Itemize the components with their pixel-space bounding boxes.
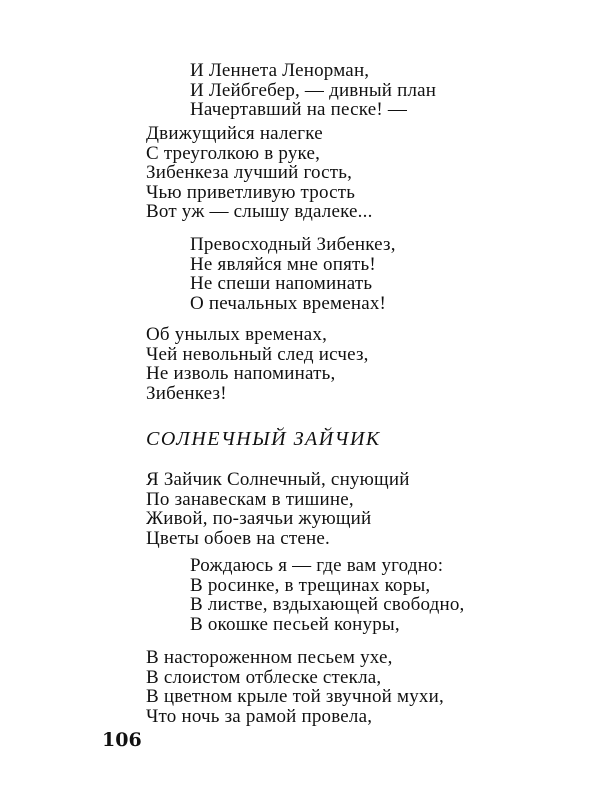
poem2-stanza-2 [190, 556, 465, 634]
poem-line: Живой, по-заячьи жующий [146, 508, 372, 530]
poem-line: Не изволь напоминать, [146, 363, 336, 385]
poem-line: В цветном крыле той звучной мухи, [146, 686, 444, 708]
poem-line: Вот уж — слышу вдалеке... [146, 201, 373, 223]
poem-title: СОЛНЕЧНЫЙ ЗАЙЧИК [146, 428, 381, 450]
page-number: 106 [102, 729, 142, 751]
poem-line: С треуголкою в руке, [146, 142, 321, 164]
poem2-stanza-1 [146, 470, 410, 548]
poem-line: Цветы обоев на стене. [146, 527, 330, 549]
poem1-stanza-4 [146, 325, 369, 403]
poem-line: В настороженном песьем ухе, [146, 647, 393, 668]
poem1-stanza-2 [146, 124, 373, 222]
poem1-stanza-3 [190, 235, 396, 313]
poem-line: Превосходный Зибенкез, [190, 234, 396, 255]
poem-line: Чью приветливую трость [146, 181, 356, 203]
poem-line: И Лейбгебер, — дивный план [190, 79, 437, 101]
poem-line: В листве, вздыхающей свободно, [190, 594, 465, 616]
poem-line: В росинке, в трещинах коры, [190, 574, 431, 596]
poem-line: О печальных временах! [190, 292, 387, 314]
poem-line: Рождаюсь я — где вам угодно: [190, 555, 444, 576]
poem2-stanza-3 [146, 648, 444, 726]
poem-line: Что ночь за рамой провела, [146, 705, 373, 727]
poem-line: И Леннета Ленорман, [190, 60, 370, 81]
poem-line: По занавескам в тишине, [146, 488, 354, 510]
poem-line: В слоистом отблеске стекла, [146, 666, 382, 688]
poem-line: Я Зайчик Солнечный, снующий [146, 469, 410, 490]
poem-line: В окошке песьей конуры, [190, 613, 400, 635]
poem-line: Чей невольный след исчез, [146, 343, 369, 365]
poem-line: Об унылых временах, [146, 324, 328, 345]
poem-line: Движущийся налегке [146, 123, 323, 144]
poem-line: Зибенкеза лучший гость, [146, 162, 353, 184]
poem1-stanza-1 [190, 61, 436, 120]
poem-line: Не спеши напоминать [190, 273, 373, 295]
poem-line: Зибенкез! [146, 382, 227, 404]
poem-line: Начертавший на песке! — [190, 99, 408, 121]
poem-line: Не являйся мне опять! [190, 253, 376, 275]
